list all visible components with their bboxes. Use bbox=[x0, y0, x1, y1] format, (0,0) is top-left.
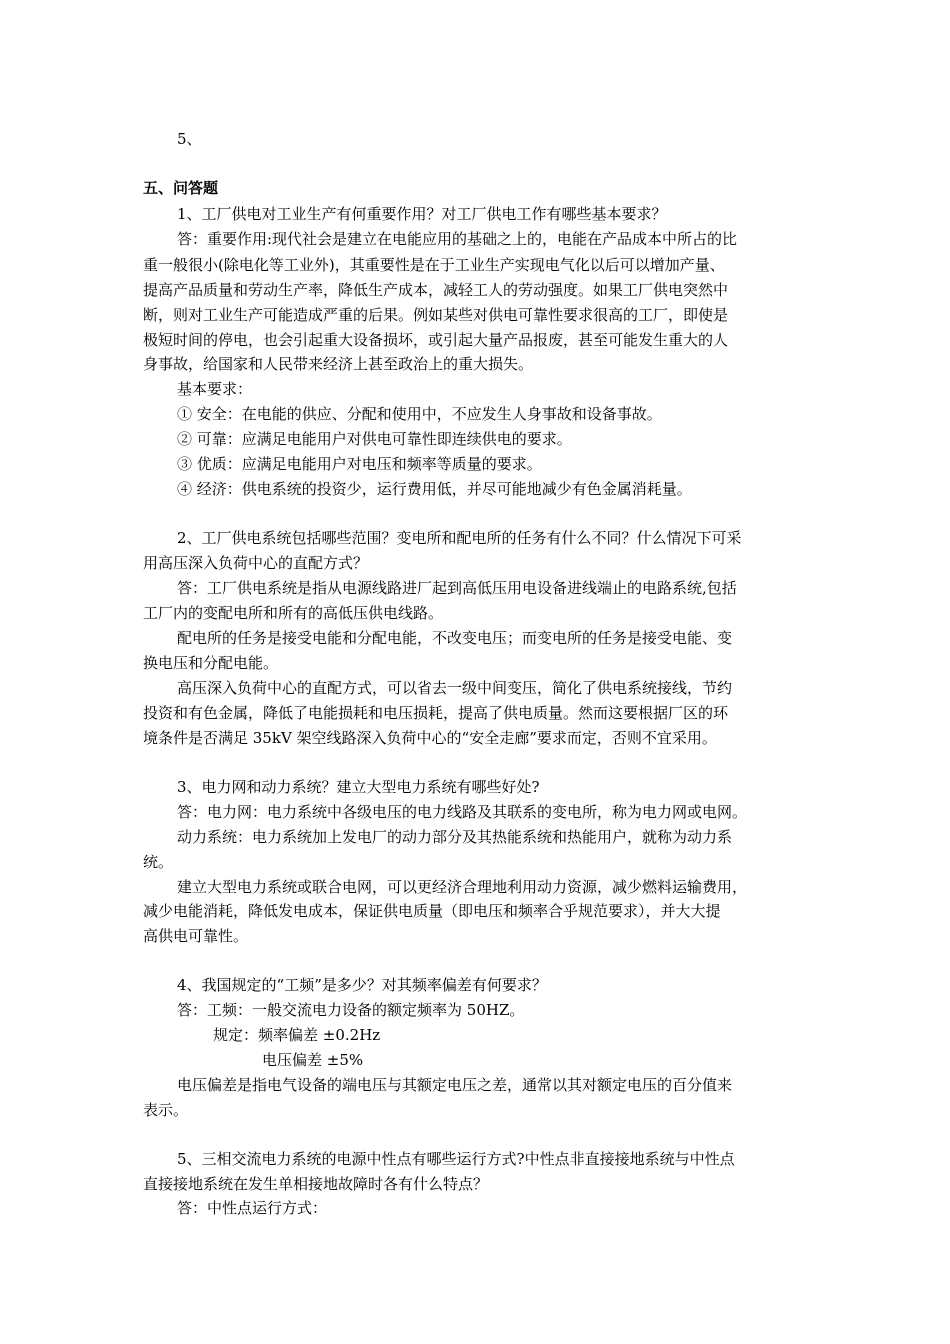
answer-1-line: ② 可靠：应满足电能用户对供电可靠性即连续供电的要求。 bbox=[177, 430, 572, 448]
answer-2-line: 投资和有色金属，降低了电能损耗和电压损耗，提高了供电质量。然而这要根据厂区的环 bbox=[143, 704, 729, 722]
answer-2-line: 工厂内的变配电所和所有的高低压供电线路。 bbox=[143, 604, 444, 622]
section-title: 五、问答题 bbox=[143, 179, 219, 197]
answer-1-line: 身事故，给国家和人民带来经济上甚至政治上的重大损失。 bbox=[143, 355, 534, 373]
answer-4-line: 规定：频率偏差 ±0.2Hz bbox=[213, 1026, 381, 1044]
answer-2-line: 高压深入负荷中心的直配方式，可以省去一级中间变压，简化了供电系统接线，节约 bbox=[177, 679, 733, 697]
answer-4-line: 表示。 bbox=[143, 1101, 189, 1119]
question-4: 4、我国规定的“工频”是多少？对其频率偏差有何要求？ bbox=[177, 976, 547, 994]
answer-1-line: 极短时间的停电，也会引起重大设备损坏，或引起大量产品报废，甚至可能发生重大的人 bbox=[143, 331, 729, 349]
answer-3-line: 动力系统：电力系统加上发电厂的动力部分及其热能系统和热能用户，就称为动力系 bbox=[177, 828, 733, 846]
answer-1-line: ③ 优质：应满足电能用户对电压和频率等质量的要求。 bbox=[177, 455, 542, 473]
answer-1-line: 提高产品质量和劳动生产率，降低生产成本，减轻工人的劳动强度。如果工厂供电突然中 bbox=[143, 281, 729, 299]
answer-2-line: 答：工厂供电系统是指从电源线路进厂起到高低压用电设备进线端止的电路系统,包括 bbox=[177, 579, 737, 597]
answer-1-line: 断，则对工业生产可能造成严重的后果。例如某些对供电可靠性要求很高的工厂，即使是 bbox=[143, 306, 729, 324]
answer-2-line: 换电压和分配电能。 bbox=[143, 654, 279, 672]
answer-1-line: 重一般很小(除电化等工业外)，其重要性是在于工业生产实现电气化以后可以增加产量、 bbox=[143, 256, 725, 274]
answer-4-line: 电压偏差是指电气设备的端电压与其额定电压之差，通常以其对额定电压的百分值来 bbox=[177, 1076, 733, 1094]
answer-3-line: 减少电能消耗，降低发电成本，保证供电质量（即电压和频率合乎规范要求），并大大提 bbox=[143, 902, 721, 920]
question-1: 1、工厂供电对工业生产有何重要作用？对工厂供电工作有哪些基本要求？ bbox=[177, 205, 667, 223]
answer-1-line: ④ 经济：供电系统的投资少，运行费用低，并尽可能地减少有色金属消耗量。 bbox=[177, 480, 692, 498]
answer-3-line: 建立大型电力系统或联合电网，可以更经济合理地利用动力资源，减少燃料运输费用， bbox=[177, 878, 748, 896]
question-3: 3、电力网和动力系统？建立大型电力系统有哪些好处? bbox=[177, 778, 540, 796]
answer-1-line: 答：重要作用:现代社会是建立在电能应用的基础之上的，电能在产品成本中所占的比 bbox=[177, 230, 738, 248]
answer-4-line: 电压偏差 ±5% bbox=[262, 1051, 364, 1069]
answer-5-line: 答：中性点运行方式： bbox=[177, 1199, 328, 1217]
question-2: 用高压深入负荷中心的直配方式？ bbox=[143, 554, 369, 572]
answer-1-line: 基本要求： bbox=[177, 380, 253, 398]
answer-2-line: 配电所的任务是接受电能和分配电能，不改变电压；而变电所的任务是接受电能、变 bbox=[177, 629, 733, 647]
answer-3-line: 高供电可靠性。 bbox=[143, 927, 249, 945]
question-5: 直接接地系统在发生单相接地故障时各有什么特点？ bbox=[143, 1175, 489, 1193]
answer-1-line: ① 安全：在电能的供应、分配和使用中，不应发生人身事故和设备事故。 bbox=[177, 405, 662, 423]
top-number: 5、 bbox=[177, 130, 202, 148]
question-2: 2、工厂供电系统包括哪些范围？变电所和配电所的任务有什么不同？什么情况下可采 bbox=[177, 529, 742, 547]
answer-2-line: 境条件是否满足 35kV 架空线路深入负荷中心的“安全走廊”要求而定，否则不宜采用。 bbox=[143, 729, 717, 747]
question-5: 5、三相交流电力系统的电源中性点有哪些运行方式?中性点非直接接地系统与中性点 bbox=[177, 1150, 735, 1168]
answer-3-line: 统。 bbox=[143, 853, 174, 871]
answer-3-line: 答：电力网：电力系统中各级电压的电力线路及其联系的变电所，称为电力网或电网。 bbox=[177, 803, 748, 821]
answer-4-line: 答：工频：一般交流电力设备的额定频率为 50HZ。 bbox=[177, 1001, 525, 1019]
